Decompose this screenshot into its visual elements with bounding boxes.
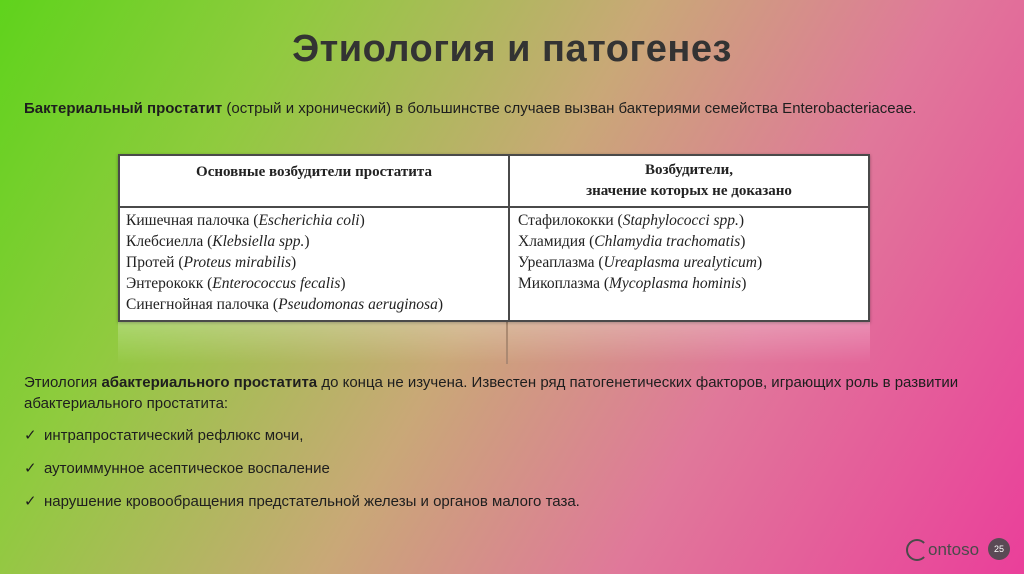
table-row	[518, 252, 868, 273]
logo-c-icon	[906, 539, 928, 561]
table-header-right-line1: Возбудители,	[644, 162, 734, 178]
table-row	[518, 273, 868, 294]
table-right-cells	[518, 210, 868, 294]
row-name: Клебсиелла (	[126, 233, 213, 250]
table-row	[126, 294, 506, 315]
slide-title: Этиология и патогенез	[292, 28, 732, 70]
row-close: )	[291, 254, 297, 271]
intro-rest: (острый и хронический) в большинстве случаев вызван бактериями семейства Enterobacteriaceae.	[222, 100, 917, 117]
row-close: )	[740, 233, 746, 250]
row-close: )	[340, 275, 346, 292]
row-latin: Klebsiella spp.	[212, 233, 305, 250]
list-item-text: интрапростатический рефлюкс мочи,	[44, 427, 304, 444]
row-close: )	[738, 212, 745, 229]
row-latin: Mycoplasma hominis	[609, 275, 742, 292]
row-name: Энтерококк (	[126, 275, 213, 292]
row-latin: Proteus mirabilis	[183, 254, 291, 271]
reflection-strip	[118, 322, 870, 364]
para-pre: Этиология	[24, 374, 102, 391]
list-item-text: аутоиммунное асептическое воспаление	[44, 460, 330, 477]
check-icon: ✓	[24, 460, 37, 477]
para-post: до конца не изучена. Известен ряд патогенетических факторов, играющих роль в развитии абактериального простатита:	[24, 374, 959, 412]
table-row	[126, 252, 506, 273]
list-item-text: нарушение кровообращения предстательной железы и органов малого таза.	[44, 493, 580, 510]
page-number-badge: 25	[988, 538, 1010, 560]
intro-text	[24, 98, 924, 119]
table-row	[518, 231, 868, 252]
check-icon: ✓	[24, 427, 37, 444]
list-item	[24, 458, 924, 479]
table-left-cells	[126, 210, 506, 315]
list-item	[24, 491, 924, 512]
row-latin: Enterococcus fecalis	[212, 275, 341, 292]
row-close: )	[304, 233, 310, 250]
table-row	[126, 273, 506, 294]
row-name: Хламидия (	[518, 233, 595, 250]
table-reflection	[118, 322, 870, 364]
row-latin: Chlamydia trachomatis	[594, 233, 741, 250]
row-name: Синегнойная палочка (	[126, 296, 279, 313]
intro-bold: Бактериальный простатит	[24, 100, 223, 117]
table-row	[518, 210, 868, 231]
row-close: )	[756, 254, 763, 271]
row-close: )	[437, 296, 443, 313]
row-latin: Escherichia coli	[258, 212, 360, 229]
row-name: Уреаплазма (	[518, 254, 604, 271]
row-name: Стафилококки (	[518, 212, 623, 229]
table-row	[126, 210, 506, 231]
row-latin: Pseudomonas aeruginosa	[278, 296, 438, 313]
table-header-divider	[120, 206, 868, 208]
para-bold: абактериального простатита	[101, 374, 318, 391]
row-latin: Staphylococci spp.	[622, 212, 739, 229]
table-header-left: Основные возбудители простатита	[196, 164, 432, 180]
factor-list	[24, 425, 924, 524]
row-close: )	[359, 212, 365, 229]
table-header-right	[510, 160, 868, 202]
logo-text: ontoso	[928, 540, 980, 559]
list-item	[24, 425, 924, 446]
etiology-paragraph	[24, 372, 984, 414]
pathogen-table	[118, 154, 870, 322]
contoso-logo	[906, 537, 979, 563]
row-name: Протей (	[126, 254, 184, 271]
table-header-right-line2: значение которых не доказано	[586, 183, 792, 199]
row-name: Микоплазма (	[518, 275, 610, 292]
check-icon: ✓	[24, 493, 37, 510]
row-latin: Ureaplasma urealyticum	[603, 254, 757, 271]
reflection-divider	[506, 322, 508, 364]
table-row	[126, 231, 506, 252]
row-close: )	[741, 275, 747, 292]
row-name: Кишечная палочка (	[126, 212, 259, 229]
